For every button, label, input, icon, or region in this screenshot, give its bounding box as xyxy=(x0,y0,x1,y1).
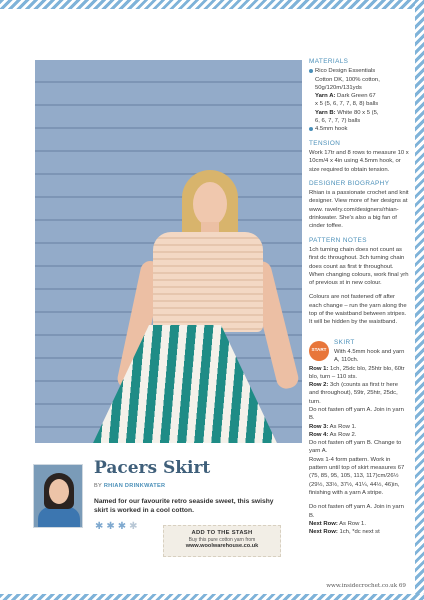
stash-link[interactable]: www.woolwarehouse.co.uk xyxy=(185,543,259,549)
rows-pattern-note: Rows 1-4 form pattern. Work in pattern until top of skirt measures 67 (75, 85, 95, 105, 113, 117)cm/26½ (29½, 33½, 37½, 41¼, 44½, 46)in, finishing with a yarn A stripe. xyxy=(309,456,405,496)
yarn-a-quantity: x 5 (5, 6, 7, 7, 8, 8) balls xyxy=(315,101,379,108)
pattern-sidebar xyxy=(309,58,409,536)
fasten-note-1: Do not fasten off yarn A. Join in yarn B. xyxy=(309,406,404,422)
next-row-1 xyxy=(309,520,409,528)
row-1-text: 1ch, 25dc blo, 25htr blo, 60tr blo, turn – 110 sts. xyxy=(309,365,405,380)
yarn-weight: 50g/120m/131yds xyxy=(315,84,362,91)
author-face xyxy=(49,479,69,504)
model-photo xyxy=(35,60,302,443)
yarn-brand: Rico Design Essentials xyxy=(315,68,376,75)
row-2-text: 3ch (counts as first tr here and throughout), 59tr, 25htr, 25dc, turn. xyxy=(309,382,399,405)
designer-text: Rhian is a passionate crochet and knit designer. View more of her designs at www. ravelry.com/designers/rhian-drinkwater. She's also a big fan of cinder toffee. xyxy=(309,190,409,230)
difficulty-star-icon: ✱ xyxy=(117,521,127,532)
pattern-notes-heading: PATTERN NOTES xyxy=(309,236,367,244)
right-striped-border xyxy=(415,0,424,600)
row-3-text: As Row 1. xyxy=(329,423,357,430)
next-row-1-text: As Row 1. xyxy=(339,520,366,527)
skirt-intro: With 4.5mm hook and yarn A, 110ch. xyxy=(334,348,405,364)
row-3 xyxy=(309,423,409,431)
yarn-a-label: Yarn A: xyxy=(315,93,336,100)
next-row-2 xyxy=(309,528,409,536)
row-4-text: As Row 2. xyxy=(329,431,357,438)
next-row-2-label: Next Row: xyxy=(309,529,338,536)
top-striped-border xyxy=(0,0,424,9)
author-body xyxy=(38,507,80,528)
yarn-b-line xyxy=(315,109,409,117)
row-2-label: Row 2: xyxy=(309,382,329,389)
tension-text: Work 17tr and 8 rows to measure 10 x 10cm/4 x 4in using 4.5mm hook, or size required to obtain tension. xyxy=(309,149,409,173)
difficulty-star-icon: ✱ xyxy=(129,521,138,532)
row-2 xyxy=(309,381,409,406)
yarn-b-label: Yarn B: xyxy=(315,109,336,116)
skirt-section xyxy=(309,339,409,537)
row-4 xyxy=(309,431,409,439)
yarn-fibre: Cotton DK, 100% cotton, xyxy=(315,76,380,83)
byline xyxy=(94,483,165,489)
footer-site[interactable]: www.insidecrochet.co.uk xyxy=(326,583,398,589)
materials-heading: MATERIALS xyxy=(309,58,349,65)
yarn-a-value: Dark Green 67 xyxy=(337,93,376,100)
author-photo xyxy=(33,464,83,528)
next-row-1-label: Next Row: xyxy=(309,520,338,527)
stash-box xyxy=(163,525,281,557)
page-footer xyxy=(326,583,406,589)
difficulty-star-icon: ✱ xyxy=(106,521,115,532)
skirt-heading: SKIRT xyxy=(334,338,355,346)
article-intro: Named for our favourite retro seaside sweet, this swishy skirt is worked in a cool cotton. xyxy=(94,498,274,514)
row-4-label: Row 4: xyxy=(309,431,329,438)
yarn-a-line xyxy=(315,92,409,100)
row-3-label: Row 3: xyxy=(309,423,329,430)
stash-text: Buy this pure cotton yarn from xyxy=(188,536,256,543)
fasten-note-2: Do not fasten off yarn B. Change to yarn A. xyxy=(309,440,402,455)
pattern-notes-text-1: 1ch turning chain does not count as first dc throughout. 3ch turning chain does count as first tr throughout. When changing colours, work final yrh of previous st in new colour. xyxy=(309,246,409,287)
author-name: RHIAN DRINKWATER xyxy=(103,483,166,489)
byline-prefix: BY xyxy=(94,483,102,489)
tension-heading: TENSION xyxy=(309,139,341,147)
yarn-b-value: White 80 x 5 (5, xyxy=(337,109,379,116)
bottom-striped-border xyxy=(0,594,424,600)
pattern-notes-text-2: Colours are not fastened off after each change – run the yarn along the top of the waistband between stripes. It will be hidden by the waistband. xyxy=(309,294,407,326)
difficulty-rating xyxy=(95,522,138,532)
next-row-2-text: 1ch, *dc next st xyxy=(339,529,380,536)
designer-heading: DESIGNER BIOGRAPHY xyxy=(309,179,390,187)
yarn-b-quantity: 6, 6, 7, 7, 7) balls xyxy=(315,118,361,125)
model-face xyxy=(193,182,227,226)
fasten-note-3: Do not fasten off yarn A. Join in yarn B. xyxy=(309,504,404,519)
article-title: Pacers Skirt xyxy=(94,458,211,478)
materials-hook: 4.5mm hook xyxy=(309,125,409,133)
page-number: 69 xyxy=(398,583,406,589)
spacer xyxy=(309,327,409,333)
model-blouse xyxy=(153,232,263,332)
start-badge: START xyxy=(309,341,329,361)
row-1 xyxy=(309,365,409,382)
materials-yarn xyxy=(309,67,409,125)
difficulty-star-icon: ✱ xyxy=(95,521,104,532)
stash-heading: ADD TO THE STASH xyxy=(191,530,253,536)
row-1-label: Row 1: xyxy=(309,365,329,372)
